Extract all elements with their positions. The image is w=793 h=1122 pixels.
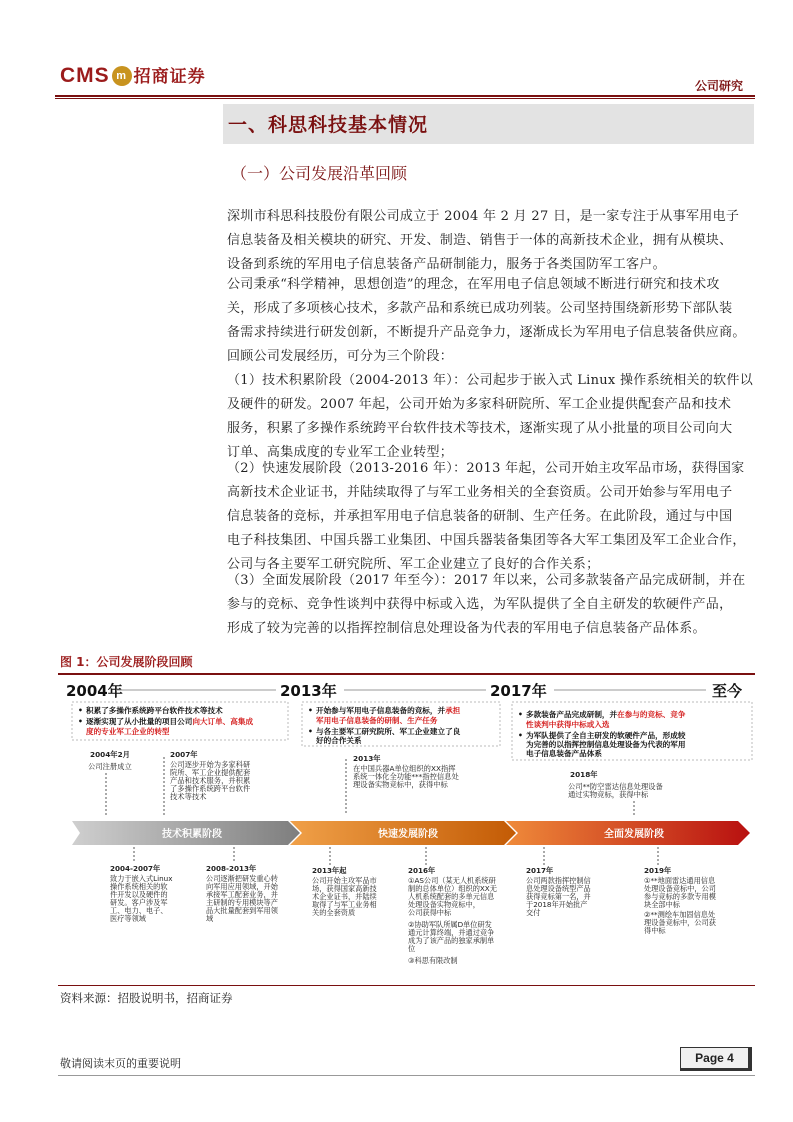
para-line: 设备到系统的军用电子信息装备产品研制能力，服务于各类国防军工客户。	[227, 257, 666, 272]
box-text-span: 多款装备产品完成研制，并	[526, 710, 618, 719]
event-text: 得中标	[644, 926, 666, 935]
para-line: 及硬件的研发。2007 年起，公司开始为多家科研院所、军工企业提供配套产品和技术	[227, 397, 732, 412]
para-line: 订单、高集成度的专业军工企业转型；	[227, 445, 454, 460]
para-line: 深圳市科思科技股份有限公司成立于 2004 年 2 月 27 日，是一家专注于从事军用电子	[227, 209, 740, 224]
event-text: 域	[206, 914, 214, 923]
para-line: 关，形成了多项核心技术，多款产品和系统已成功列装。公司坚持围绕新形势下部队装	[227, 301, 733, 316]
event-text: 场，获得国家高新技	[312, 884, 377, 893]
box-text-highlight: 在参与的竞标、竞争	[617, 710, 686, 719]
event-text: 技术等技术	[170, 792, 207, 801]
year-2017: 2017年	[490, 682, 547, 700]
event-text: 获得竞标第一名，并	[526, 892, 591, 901]
event-text: 理设备实物竞标中，获得中标	[353, 780, 448, 789]
para-line: 电子科技集团、中国兵器工业集团、中国兵器装备集团等各大军工集团及军工企业合作，	[227, 533, 746, 548]
bullet-icon: •	[518, 710, 523, 719]
event-text: 通元计算终端，并通过竞争	[408, 928, 495, 937]
bullet-icon: •	[78, 706, 83, 715]
event-text: 制的总体单位）组织的XX无	[408, 884, 497, 893]
figure-bottom-rule	[58, 985, 755, 986]
stage-label: 快速发展阶段	[378, 829, 438, 840]
event-text: 公司开始主攻军品市	[312, 876, 377, 885]
cms-logo	[60, 62, 206, 88]
para-line: 回顾公司发展经历，可分为三个阶段：	[227, 349, 454, 364]
logo-cn-text: 招商证券	[133, 67, 206, 87]
event-text: 操作系统相关的软	[110, 882, 168, 891]
logo-badge-icon: m	[112, 66, 132, 86]
event-text: 处理设备实物竞标中，	[408, 900, 480, 909]
subsection-title: （一）公司发展沿革回顾	[231, 164, 408, 183]
page-number: Page 4	[680, 1047, 752, 1071]
event-text: ③科思有限改制	[408, 956, 458, 965]
event-date: 2013年	[353, 754, 381, 763]
para-line: 服务，积累了多操作系统跨平台软件技术等技术，逐渐实现了从小批量的项目公司向大	[227, 421, 733, 436]
event-text: 公司逐渐把研发重心转	[206, 874, 278, 883]
box-text	[86, 716, 253, 726]
event-date: 2004-2007年	[110, 864, 161, 873]
paragraph-stage2	[227, 457, 754, 577]
box-text-highlight: 性谈判中获得中标或入选	[526, 720, 610, 729]
header-divider-thin	[55, 98, 755, 99]
bullet-icon: •	[308, 706, 313, 715]
event-text: 承接军工配套业务，并	[206, 890, 278, 899]
year-2004: 2004年	[66, 682, 123, 700]
event-text: 致力于嵌入式Linux	[110, 874, 173, 883]
para-line: （1）技术积累阶段（2004-2013 年）：公司起步于嵌入式 Linux 操作系统相关的软件以	[227, 373, 753, 388]
bullet-icon: •	[518, 731, 523, 740]
para-line: 备需求持续进行研发创新，不断提升产品竞争力，逐渐成长为军用电子信息装备供应商。	[227, 325, 746, 340]
event-text: 理设备竞标中，公司获	[644, 918, 716, 927]
event-text: 于2018年开始批产	[526, 900, 588, 909]
para-line: （2）快速发展阶段（2013-2016 年）：2013 年起，公司开始主攻军品市场，获得国家	[227, 461, 745, 476]
para-line: 信息装备及相关模块的研究、开发、制造、销售于一体的高新技术企业，拥有从模块、	[227, 233, 733, 248]
event-text: 术企业证书，并陆续	[312, 892, 377, 901]
event-text: 公司**防空雷达信息处理设备	[568, 782, 663, 791]
event-text: 参与竞标的多款专用模	[644, 892, 716, 901]
event-text: 成为了该产品的独家承制单	[408, 936, 495, 945]
logo-text: CMS	[60, 64, 110, 87]
figure-source: 资料来源：招股说明书，招商证券	[60, 991, 233, 1005]
paragraph-stage1	[227, 369, 754, 465]
event-text: 公司注册成立	[88, 762, 132, 771]
box-text: 为军队提供了全自主研发的软硬件产品，形成较	[526, 731, 686, 740]
box-text	[526, 709, 686, 720]
paragraph-intro	[227, 205, 754, 277]
event-date: 2016年	[408, 866, 436, 875]
figure-title: 图 1：公司发展阶段回顾	[60, 655, 193, 669]
box-text: 积累了多操作系统跨平台软件技术等技术	[86, 706, 223, 715]
timeline-figure	[58, 675, 755, 983]
event-text: 通过实物竞标，获得中标	[568, 790, 649, 799]
event-text: 件开发以及硬件的	[110, 890, 168, 899]
event-text: 公司两款指挥控制信	[526, 876, 591, 885]
event-text: 工、电力、电子、	[110, 906, 168, 915]
box-text	[316, 705, 461, 716]
footer-note: 敬请阅读末页的重要说明	[60, 1057, 181, 1070]
box-text-highlight: 承担	[445, 706, 461, 715]
box-text-highlight: 军用电子信息装备的研制、生产任务	[316, 716, 438, 725]
para-line: 公司秉承“科学精神，思想创造”的理念，在军用电子信息领域不断进行研究和技术攻	[227, 277, 720, 292]
header-divider	[55, 95, 755, 97]
para-line: （3）全面发展阶段（2017 年至今）：2017 年以来，公司多款装备产品完成研制，并在	[227, 573, 746, 588]
event-text: 系统一体化全功能***指控信息处	[353, 772, 459, 781]
year-now: 至今	[712, 682, 743, 700]
event-date: 2004年2月	[90, 750, 130, 759]
event-text: ①**地面雷达通用信息	[644, 876, 716, 885]
para-line: 信息装备的竞标，并承担军用电子信息装备的研制、生产任务。在此阶段，通过与中国	[227, 509, 733, 524]
event-text: 主研制的专用模块等产	[206, 898, 278, 907]
event-text: 位	[408, 944, 416, 953]
box-text: 好的合作关系	[316, 736, 362, 745]
event-text: 块全部中标	[644, 900, 680, 909]
event-text: 向军用应用领域，开始	[206, 882, 278, 891]
event-text: 取得了与军工业务相	[312, 900, 377, 909]
event-date: 2013年起	[312, 866, 347, 875]
report-type: 公司研究	[694, 79, 743, 93]
event-text: 了多操作系统跨平台软件	[170, 784, 251, 793]
event-text: 院所、军工企业提供配套	[170, 768, 251, 777]
event-text: 关的全套资质	[312, 908, 356, 917]
section-title: 一、科思科技基本情况	[228, 114, 429, 136]
box-text: 为完善的以指挥控制信息处理设备为代表的军用	[526, 740, 686, 749]
box-text: 与各主要军工研究院所、军工企业建立了良	[316, 727, 461, 736]
paragraph-stage3	[227, 569, 754, 641]
event-text: 人机系统配套的多单元信息	[408, 892, 495, 901]
event-text: 公司逐步开始为多家科研	[170, 760, 251, 769]
event-text: 息处理设备统型产品	[526, 884, 591, 893]
box-text-highlight: 向大订单、高集成	[192, 717, 254, 726]
event-date: 2008-2013年	[206, 864, 257, 873]
para-line: 参与的竞标、竞争性谈判中获得中标或入选，为军队提供了全自主研发的软硬件产品，	[227, 597, 733, 612]
stage-label: 技术积累阶段	[162, 829, 222, 840]
box-text: 电子信息装备产品体系	[526, 749, 602, 758]
stage-label: 全面发展阶段	[604, 829, 664, 840]
event-text: 研发。客户涉及军	[110, 898, 168, 907]
event-date: 2019年	[644, 866, 672, 875]
para-line: 高新技术企业证书，并陆续取得了与军工业务相关的全套资质。公司开始参与军用电子	[227, 485, 733, 500]
event-text: ①AS公司（某无人机系统研	[408, 876, 496, 885]
footer-divider	[58, 1075, 755, 1076]
bullet-icon: •	[78, 717, 83, 726]
event-date: 2017年	[526, 866, 554, 875]
box-text-span: 开始参与军用电子信息装备的竞标，并	[316, 706, 446, 715]
para-line: 形成了较为完善的以指挥控制信息处理设备为代表的军用电子信息装备产品体系。	[227, 621, 706, 636]
event-text: 品大批量配套到军用领	[206, 906, 278, 915]
year-2013: 2013年	[280, 682, 337, 700]
event-text: 公司获得中标	[408, 908, 452, 917]
bullet-icon: •	[308, 727, 313, 736]
event-text: 医疗等领域	[110, 914, 146, 923]
event-date: 2018年	[570, 770, 598, 779]
event-text: ②协助军队所属D单位研发	[408, 920, 492, 929]
box-text-span: 逐渐实现了从小批量的项目公司	[86, 717, 193, 726]
event-text: 在中国兵器A单位组织的XX指挥	[353, 764, 456, 773]
event-text: 交付	[526, 908, 541, 917]
box-text-highlight: 度的专业军工企业的转型	[86, 727, 170, 736]
event-text: 产品和技术服务，并积累	[170, 776, 251, 785]
event-text: 处理设备竞标中，公司	[644, 884, 716, 893]
event-date: 2007年	[170, 750, 198, 759]
para-line: 公司与各主要军工研究院所、军工企业建立了良好的合作关系；	[227, 557, 600, 572]
paragraph-philosophy	[227, 273, 754, 369]
event-text: ②**测绘车加固信息处	[644, 910, 716, 919]
